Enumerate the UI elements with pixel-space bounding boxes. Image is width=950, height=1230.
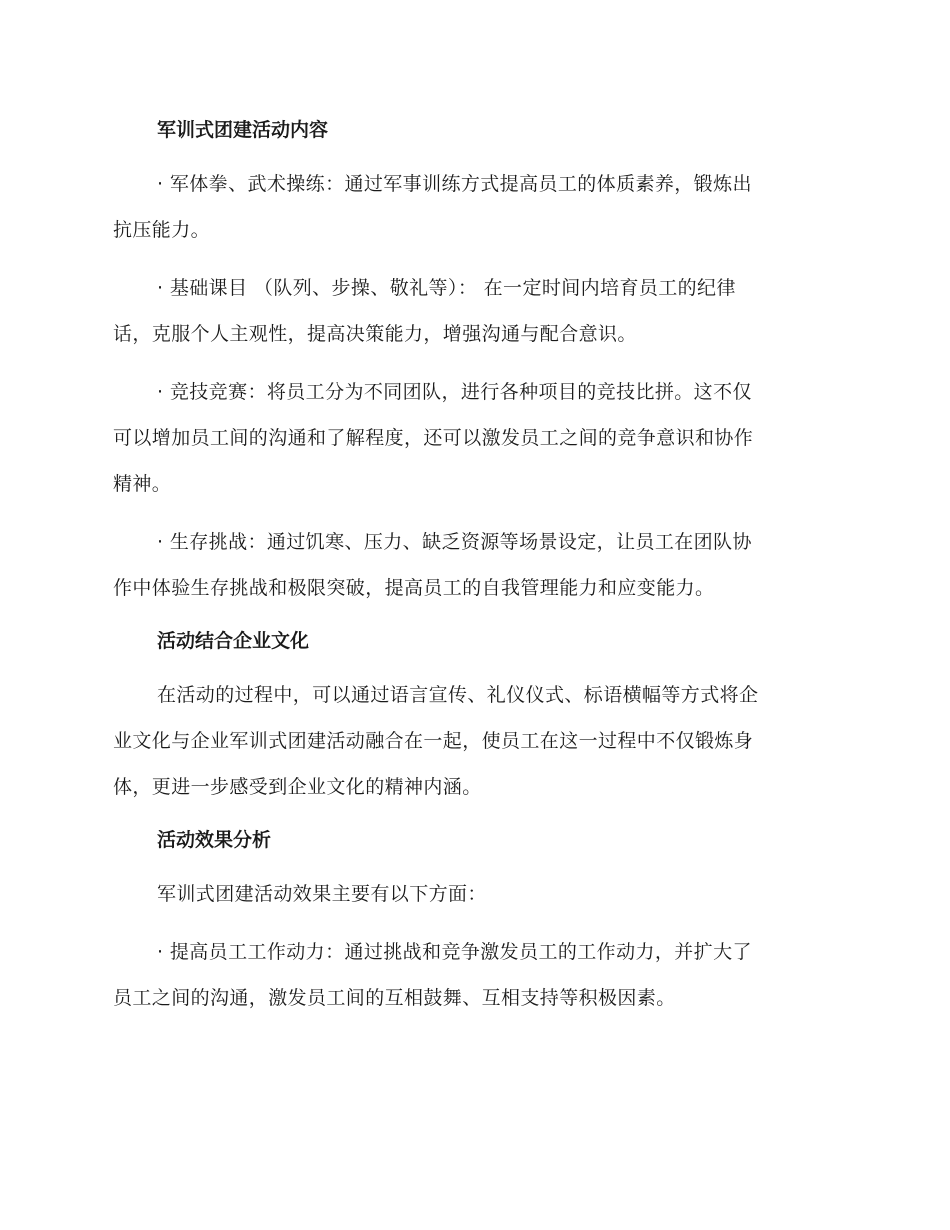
paragraph [113, 519, 835, 611]
paragraph [113, 672, 835, 810]
paragraph [113, 161, 835, 253]
paragraph-line: 话，克服个人主观性，提高决策能力，增强沟通与配合意识。 [113, 323, 637, 345]
document-page [113, 112, 835, 1033]
paragraph-line: 员工之间的沟通，激发员工间的互相鼓舞、互相支持等积极因素。 [113, 987, 676, 1009]
paragraph [113, 929, 835, 1021]
paragraph [113, 369, 835, 507]
paragraph-line: 在活动的过程中，可以通过语言宣传、礼仪仪式、标语横幅等方式将企 [157, 684, 759, 706]
section-heading: 军训式团建活动内容 [157, 119, 329, 141]
section-heading: 活动结合企业文化 [157, 630, 310, 652]
paragraph-line: 作中体验生存挑战和极限突破，提高员工的自我管理能力和应变能力。 [113, 577, 715, 599]
paragraph [113, 265, 835, 357]
paragraph-line: · 生存挑战：通过饥寒、压力、缺乏资源等场景设定，让员工在团队协 [157, 531, 752, 553]
paragraph-line: · 基础课目 （队列、步操、敬礼等）： 在一定时间内培育员工的纪律 [157, 277, 736, 299]
section-heading: 活动效果分析 [157, 829, 272, 851]
paragraph [113, 871, 835, 917]
paragraph-line: · 提高员工工作动力：通过挑战和竞争激发员工的工作动力，并扩大了 [157, 941, 752, 963]
paragraph-line: · 竞技竞赛：将员工分为不同团队，进行各种项目的竞技比拼。这不仅 [157, 381, 752, 403]
paragraph-line: 可以增加员工间的沟通和了解程度，还可以激发员工之间的竞争意识和协作 [113, 427, 754, 449]
paragraph-line: 军训式团建活动效果主要有以下方面： [157, 883, 487, 905]
paragraph-line: 业文化与企业军训式团建活动融合在一起，使员工在这一过程中不仅锻炼身 [113, 730, 754, 752]
paragraph-line: · 军体拳、武术操练：通过军事训练方式提高员工的体质素养，锻炼出 [157, 173, 752, 195]
paragraph-line: 抗压能力。 [113, 219, 211, 241]
paragraph-line: 体，更进一步感受到企业文化的精神内涵。 [113, 776, 482, 798]
paragraph-line: 精神。 [113, 473, 172, 495]
